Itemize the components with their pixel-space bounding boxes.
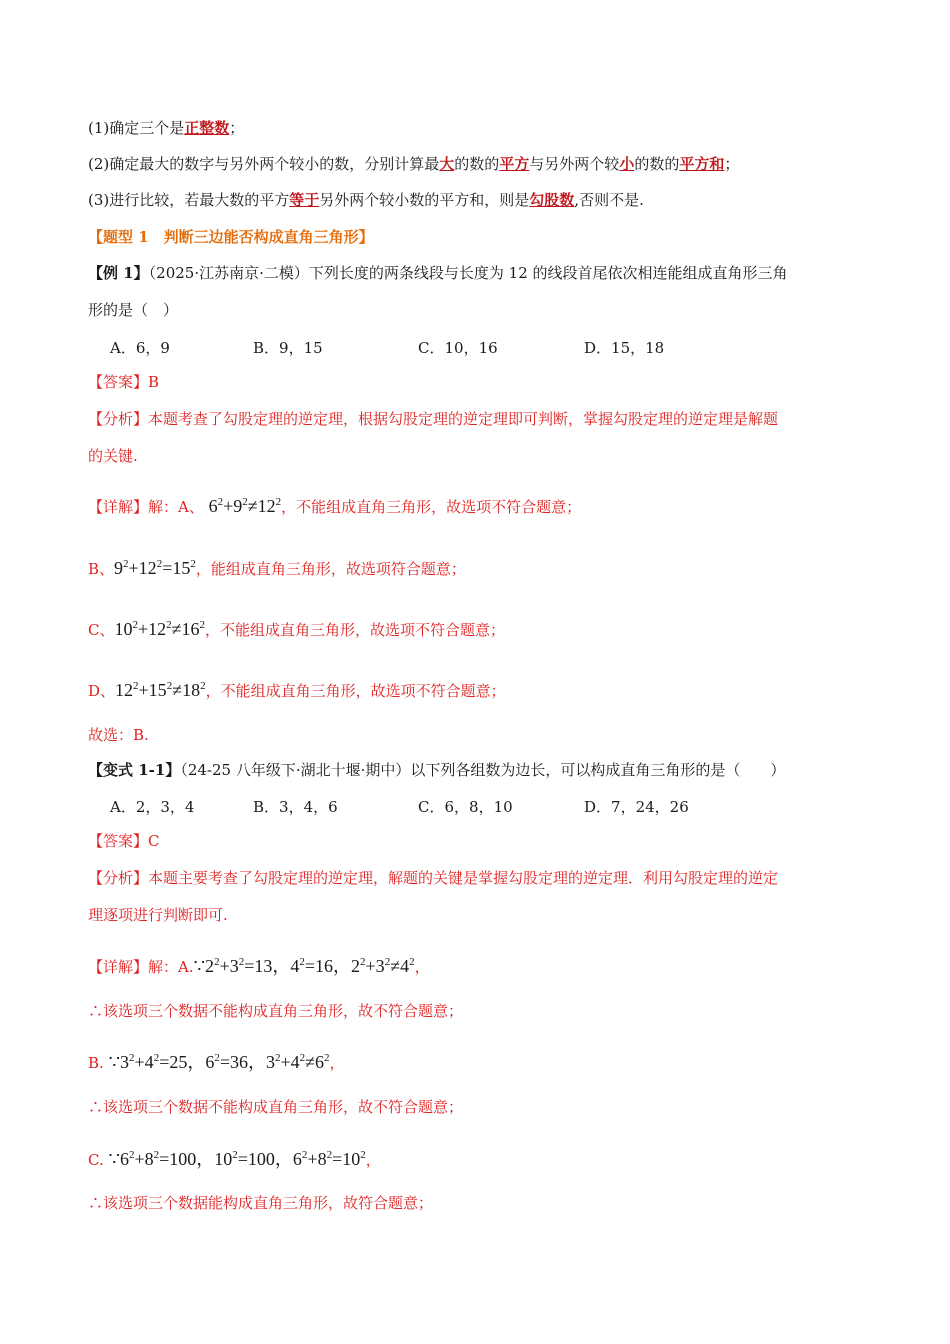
option-c: C．6，8，10 (418, 798, 513, 816)
example-1-analysis-2: 的关键. (88, 447, 138, 465)
step-2-end: ； (724, 155, 740, 173)
math-expr-b: $\because 3^2+4^2=25$，$6^2=36$，$3^2+4^2\ne 6^2$ (108, 1052, 330, 1072)
example-1-answer: 【答案】B (88, 373, 160, 391)
step-2 (88, 154, 739, 174)
step-2-keyword-4: 平方和 (679, 155, 725, 173)
example-1-stem (88, 263, 788, 283)
example-1-detail-d (88, 676, 506, 701)
step-1 (88, 118, 244, 138)
step-3-keyword-1: 等于 (289, 191, 320, 209)
step-2-keyword-1: 大 (439, 155, 455, 173)
math-expr-c: $10^2+12^2\ne 16^2$ (114, 619, 206, 639)
step-3-text-b: 另外两个较小数的平方和，则是 (319, 191, 530, 209)
step-2-text-b: 的数的 (454, 155, 500, 173)
variant-1-1-analysis-2: 理逐项进行判断即可. (88, 906, 228, 924)
variant-1-1-stem (88, 760, 785, 780)
step-3-end: ,否则不是. (574, 191, 644, 209)
detail-d-text: ，不能组成直角三角形，故选项不符合题意； (205, 682, 506, 700)
example-1-line-2: 形的是（ ） (88, 301, 179, 319)
detail-b-text: ，能组成直角三角形，故选项符合题意； (195, 560, 466, 578)
variant-1-1-analysis-1: 【分析】本题主要考查了勾股定理的逆定理，解题的关键是掌握勾股定理的逆定理．利用勾股定理的逆定 (88, 869, 779, 887)
step-2-text-a: (2)确定最大的数字与另外两个较小的数，分别计算最 (88, 155, 440, 173)
variant-1-1-line-1: （24-25 八年级下·湖北十堰·期中）以下列各组数为边长，可以构成直角三角形的是（ ） (180, 761, 786, 779)
detail-c-text: ，不能组成直角三角形，故选项不符合题意； (205, 621, 506, 639)
step-2-text-d: 的数的 (634, 155, 680, 173)
option-a: A．2，3，4 (110, 798, 195, 816)
detail-a-text: ，不能组成直角三角形，故选项不符合题意； (281, 498, 582, 516)
example-1-detail-b (88, 554, 466, 579)
option-c: C．10，16 (418, 339, 498, 357)
step-2-keyword-3: 小 (619, 155, 635, 173)
variant-1-1-detail-b (88, 1048, 345, 1073)
step-3-text-a: (3)进行比较，若最大数的平方 (88, 191, 290, 209)
option-b: B．9，15 (253, 339, 323, 357)
math-expr-a: $6^2+9^2\ne 12^2$ (208, 496, 282, 516)
variant-1-1-tag: 【变式 1-1】 (88, 761, 181, 779)
detail-c-label: C、 (88, 621, 115, 639)
variant-1-1-detail-c (88, 1145, 381, 1170)
example-1-detail-c (88, 615, 505, 640)
step-3-keyword-2: 勾股数 (529, 191, 575, 209)
step-3 (88, 190, 644, 210)
variant-1-1-detail-a (88, 952, 430, 977)
detail-b-label: B、 (88, 560, 115, 578)
example-1-line-1: （2025·江苏南京·二模）下列长度的两条线段与长度为 12 的线段首尾依次相连能组成直角形三角 (148, 264, 788, 282)
variant-1-1-answer: 【答案】C (88, 832, 160, 850)
detail-b-end: ， (329, 1054, 345, 1072)
detail-d-label: D、 (88, 682, 116, 700)
detail-a-end: ， (414, 958, 430, 976)
math-expr-b: $9^2+12^2=15^2$ (114, 558, 196, 578)
option-b: B．3，4，6 (253, 798, 338, 816)
example-1-tag: 【例 1】 (88, 264, 149, 282)
detail-c-end: ， (365, 1151, 381, 1169)
example-1-conclusion: 故选：B. (88, 726, 149, 744)
step-2-keyword-2: 平方 (499, 155, 530, 173)
variant-1-1-therefore-b: ∴该选项三个数据不能构成直角三角形，故不符合题意； (88, 1098, 464, 1116)
detail-prefix: 【详解】解：A、 (88, 498, 204, 516)
step-2-text-c: 与另外两个较 (529, 155, 620, 173)
option-a: A．6，9 (110, 339, 170, 357)
detail-prefix: 【详解】解：A. (88, 958, 194, 976)
math-expr-c: $\because 6^2+8^2=100$，$10^2=100$，$6^2+8^2=10^2$ (108, 1149, 366, 1169)
detail-c-label: C. (88, 1151, 104, 1169)
step-1-end: ； (229, 119, 245, 137)
section-title: 【题型 1 判断三边能否构成直角三角形】 (88, 228, 374, 246)
variant-1-1-therefore-c: ∴该选项三个数据能构成直角三角形，故符合题意； (88, 1194, 434, 1212)
variant-1-1-therefore-a: ∴该选项三个数据不能构成直角三角形，故不符合题意； (88, 1002, 464, 1020)
example-1-detail-a (88, 492, 581, 517)
math-expr-d: $12^2+15^2\ne 18^2$ (115, 680, 206, 700)
math-expr-a: $\because 2^2+3^2=13$，$4^2=16$，$2^2+3^2\ne 4^2$ (193, 956, 415, 976)
option-d: D．7，24，26 (584, 798, 689, 816)
step-1-keyword: 正整数 (184, 119, 230, 137)
example-1-analysis-1: 【分析】本题考查了勾股定理的逆定理，根据勾股定理的逆定理即可判断，掌握勾股定理的逆定理是解题 (88, 410, 779, 428)
option-d: D．15，18 (584, 339, 665, 357)
detail-b-label: B. (88, 1054, 104, 1072)
step-1-text: (1)确定三个是 (88, 119, 185, 137)
